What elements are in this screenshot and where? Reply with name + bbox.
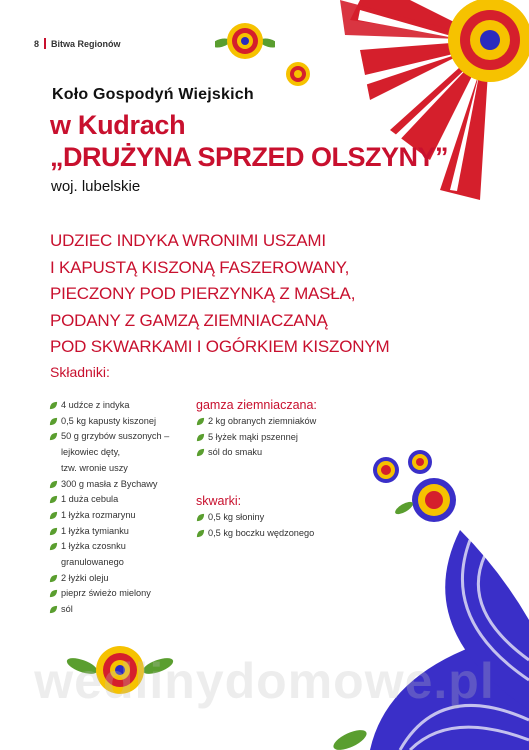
leaf-bullet-icon xyxy=(49,511,58,520)
ingredient-text: 0,5 kg boczku wędzonego xyxy=(208,527,315,538)
ingredient-text: 4 udźce z indyka xyxy=(61,400,130,410)
leaf-bullet-icon xyxy=(49,589,58,598)
leaf-bullet-icon xyxy=(196,433,205,442)
list-item xyxy=(196,445,316,461)
skwarki-ingredients-list xyxy=(196,510,314,541)
list-item xyxy=(49,445,169,461)
list-item xyxy=(196,414,316,430)
leaf-bullet-icon xyxy=(49,495,58,504)
list-item xyxy=(49,524,169,540)
list-item xyxy=(49,429,169,445)
folk-flower-small-icon xyxy=(215,16,275,66)
leaf-bullet-icon xyxy=(196,513,205,522)
ingredient-text: 1 duża cebula xyxy=(61,494,119,505)
folk-flower-red-icon xyxy=(340,0,529,250)
ingredient-text: 5 łyżek mąki pszennej xyxy=(208,431,298,442)
page-number: 8 xyxy=(34,38,40,49)
organization-name: Koło Gospodyń Wiejskich xyxy=(52,86,254,103)
dish-title-line: PIECZONY POD PIERZYNKĄ Z MASŁA, xyxy=(50,284,356,303)
leaf-bullet-icon xyxy=(49,542,58,551)
gamza-ingredients-list xyxy=(196,414,316,461)
ingredient-text: 1 łyżka czosnku xyxy=(61,541,126,552)
folk-flower-blue-icon xyxy=(330,510,529,750)
list-item xyxy=(49,571,169,587)
list-item xyxy=(49,508,169,524)
list-item xyxy=(49,586,169,602)
leaf-bullet-icon xyxy=(49,574,58,583)
list-item xyxy=(196,526,314,542)
ingredient-text: lejkowiec dęty, xyxy=(61,447,121,458)
leaf-bullet-icon xyxy=(49,401,58,410)
ingredient-text: sól do smaku xyxy=(208,447,263,458)
dish-title-line: I KAPUSTĄ KISZONĄ FASZEROWANY, xyxy=(50,257,350,277)
team-name: „DRUŻYNA SPRZED OLSZYNY” xyxy=(50,142,449,172)
ingredient-text: tzw. wronie uszy xyxy=(61,462,128,473)
leaf-bullet-icon xyxy=(49,480,58,489)
dish-title-line: PODANY Z GAMZĄ ZIEMNIACZANĄ xyxy=(50,310,328,330)
ingredient-text: 2 łyżki oleju xyxy=(61,572,109,583)
dish-title xyxy=(50,228,389,361)
leaf-bullet-icon xyxy=(196,529,205,538)
list-item xyxy=(49,602,169,618)
page-header xyxy=(34,38,121,49)
list-item xyxy=(49,555,169,571)
list-item xyxy=(49,414,169,430)
ingredient-text: 0,5 kg słoniny xyxy=(208,512,265,522)
leaf-bullet-icon xyxy=(49,417,58,426)
list-item xyxy=(196,510,314,526)
list-item xyxy=(49,539,169,555)
ingredient-text: 50 g grzybów suszonych – xyxy=(61,431,170,442)
ingredient-text: pieprz świeżo mielony xyxy=(61,588,151,599)
list-item xyxy=(49,398,169,414)
ingredient-text: 1 łyżka tymianku xyxy=(61,525,129,536)
region-name: woj. lubelskie xyxy=(51,178,141,195)
list-item xyxy=(49,492,169,508)
place-name: w Kudrach xyxy=(50,110,186,140)
list-item xyxy=(196,430,316,446)
watermark: wedlinydomowe.pl xyxy=(34,653,495,709)
dish-title-line: POD SKWARKAMI I OGÓRKIEM KISZONYM xyxy=(50,337,390,356)
ingredient-text: granulowanego xyxy=(61,557,124,568)
main-ingredients-list xyxy=(49,398,169,618)
leaf-bullet-icon xyxy=(196,448,205,457)
leaf-bullet-icon xyxy=(49,432,58,441)
folk-flower-cluster-icon xyxy=(368,448,468,528)
ingredient-text: 2 kg obranych ziemniaków xyxy=(208,416,317,426)
list-item xyxy=(49,461,169,477)
skwarki-title: skwarki: xyxy=(196,494,242,508)
ingredient-text: 0,5 kg kapusty kiszonej xyxy=(61,415,156,426)
section-title: Bitwa Regionów xyxy=(51,38,121,49)
folk-flower-tiny-icon xyxy=(280,58,316,90)
ingredient-text: 300 g masła z Bychawy xyxy=(61,478,158,489)
list-item xyxy=(49,477,169,493)
leaf-bullet-icon xyxy=(49,527,58,536)
header-divider xyxy=(44,38,46,49)
dish-title-line: UDZIEC INDYKA WRONIMI USZAMI xyxy=(50,231,326,250)
leaf-bullet-icon xyxy=(196,417,205,426)
leaf-bullet-icon xyxy=(49,605,58,614)
gamza-title: gamza ziemniaczana: xyxy=(196,398,317,412)
ingredient-text: 1 łyżka rozmarynu xyxy=(61,509,136,520)
ingredient-text: sól xyxy=(61,604,73,615)
ingredients-title: Składniki: xyxy=(50,364,110,380)
